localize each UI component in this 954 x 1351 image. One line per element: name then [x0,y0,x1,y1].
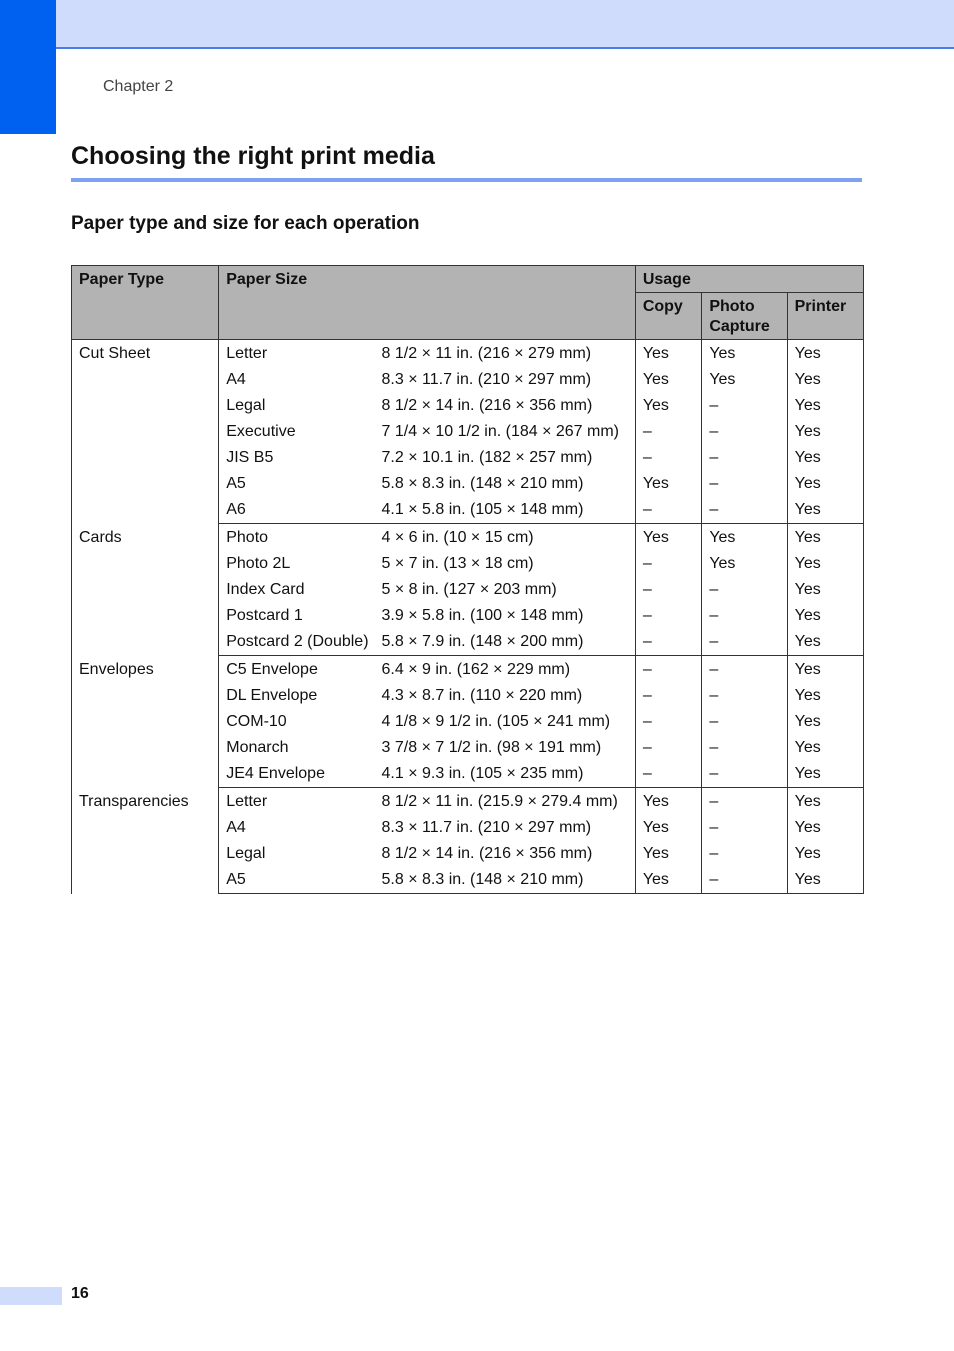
photo-capture-usage-cell: – [702,683,787,709]
paper-media-table [71,265,864,894]
copy-usage-cell: – [635,497,702,524]
size-dimensions-cell: 5.8 × 7.9 in. (148 × 200 mm) [376,629,636,656]
photo-capture-usage-cell: – [702,788,787,816]
paper-type-cell: Cards [72,524,219,656]
table-body [72,340,864,894]
copy-usage-cell: – [635,551,702,577]
paper-type-cell: Cut Sheet [72,340,219,524]
size-name-cell: JIS B5 [219,445,376,471]
photo-capture-usage-cell: – [702,445,787,471]
copy-usage-cell: – [635,445,702,471]
printer-usage-cell: Yes [787,735,863,761]
paper-type-cell: Envelopes [72,656,219,788]
section-subtitle: Paper type and size for each operation [71,213,420,234]
copy-usage-cell: Yes [635,788,702,816]
copy-usage-cell: – [635,656,702,684]
size-name-cell: C5 Envelope [219,656,376,684]
photo-capture-usage-cell: – [702,497,787,524]
printer-usage-cell: Yes [787,629,863,656]
size-name-cell: A5 [219,867,376,894]
header-band [0,0,954,49]
copy-usage-cell: Yes [635,815,702,841]
size-name-cell: Index Card [219,577,376,603]
printer-usage-cell: Yes [787,524,863,552]
size-name-cell: DL Envelope [219,683,376,709]
photo-capture-usage-cell: Yes [702,367,787,393]
printer-usage-cell: Yes [787,577,863,603]
header-usage: Usage [635,266,863,293]
paper-type-cell: Transparencies [72,788,219,894]
size-name-cell: Legal [219,841,376,867]
header-copy: Copy [635,293,702,340]
size-name-cell: Letter [219,340,376,368]
size-dimensions-cell: 7.2 × 10.1 in. (182 × 257 mm) [376,445,636,471]
photo-capture-usage-cell: – [702,393,787,419]
photo-capture-usage-cell: Yes [702,340,787,368]
photo-capture-usage-cell: – [702,841,787,867]
page-number: 16 [71,1285,89,1302]
size-dimensions-cell: 3 7/8 × 7 1/2 in. (98 × 191 mm) [376,735,636,761]
photo-capture-usage-cell: – [702,603,787,629]
size-name-cell: Photo 2L [219,551,376,577]
size-dimensions-cell: 8.3 × 11.7 in. (210 × 297 mm) [376,367,636,393]
size-dimensions-cell: 5.8 × 8.3 in. (148 × 210 mm) [376,471,636,497]
copy-usage-cell: – [635,419,702,445]
table-row [72,656,864,684]
photo-capture-usage-cell: – [702,656,787,684]
header-paper-size: Paper Size [219,266,636,340]
copy-usage-cell: – [635,577,702,603]
photo-capture-usage-cell: – [702,471,787,497]
photo-capture-usage-cell: – [702,867,787,894]
size-dimensions-cell: 5.8 × 8.3 in. (148 × 210 mm) [376,867,636,894]
size-dimensions-cell: 3.9 × 5.8 in. (100 × 148 mm) [376,603,636,629]
printer-usage-cell: Yes [787,867,863,894]
printer-usage-cell: Yes [787,340,863,368]
size-dimensions-cell: 7 1/4 × 10 1/2 in. (184 × 267 mm) [376,419,636,445]
section-title: Choosing the right print media [71,142,435,170]
size-name-cell: COM-10 [219,709,376,735]
photo-capture-usage-cell: Yes [702,524,787,552]
size-dimensions-cell: 4.1 × 5.8 in. (105 × 148 mm) [376,497,636,524]
photo-capture-usage-cell: – [702,815,787,841]
page-number-tab [0,1287,62,1305]
printer-usage-cell: Yes [787,445,863,471]
size-dimensions-cell: 8 1/2 × 14 in. (216 × 356 mm) [376,393,636,419]
copy-usage-cell: – [635,683,702,709]
size-name-cell: A4 [219,815,376,841]
size-dimensions-cell: 6.4 × 9 in. (162 × 229 mm) [376,656,636,684]
photo-capture-usage-cell: – [702,761,787,788]
size-dimensions-cell: 8.3 × 11.7 in. (210 × 297 mm) [376,815,636,841]
photo-capture-usage-cell: – [702,577,787,603]
photo-capture-usage-cell: Yes [702,551,787,577]
header-paper-type: Paper Type [72,266,219,340]
printer-usage-cell: Yes [787,471,863,497]
size-dimensions-cell: 5 × 7 in. (13 × 18 cm) [376,551,636,577]
size-dimensions-cell: 4 1/8 × 9 1/2 in. (105 × 241 mm) [376,709,636,735]
copy-usage-cell: Yes [635,367,702,393]
printer-usage-cell: Yes [787,393,863,419]
size-name-cell: Photo [219,524,376,552]
photo-capture-usage-cell: – [702,419,787,445]
size-name-cell: A6 [219,497,376,524]
copy-usage-cell: – [635,735,702,761]
size-name-cell: A4 [219,367,376,393]
table-row [72,524,864,552]
copy-usage-cell: – [635,603,702,629]
chapter-side-tab [0,0,56,134]
copy-usage-cell: – [635,761,702,788]
size-dimensions-cell: 8 1/2 × 14 in. (216 × 356 mm) [376,841,636,867]
photo-capture-usage-cell: – [702,709,787,735]
printer-usage-cell: Yes [787,788,863,816]
photo-capture-usage-cell: – [702,735,787,761]
size-name-cell: Postcard 1 [219,603,376,629]
size-dimensions-cell: 5 × 8 in. (127 × 203 mm) [376,577,636,603]
table-row [72,340,864,368]
size-name-cell: Postcard 2 (Double) [219,629,376,656]
copy-usage-cell: Yes [635,524,702,552]
size-name-cell: Legal [219,393,376,419]
header-photo-capture: Photo Capture [702,293,787,340]
size-name-cell: Executive [219,419,376,445]
size-name-cell: Letter [219,788,376,816]
printer-usage-cell: Yes [787,367,863,393]
title-underline [71,178,862,182]
table-row [72,788,864,816]
size-name-cell: A5 [219,471,376,497]
copy-usage-cell: Yes [635,393,702,419]
printer-usage-cell: Yes [787,841,863,867]
printer-usage-cell: Yes [787,551,863,577]
size-dimensions-cell: 4.1 × 9.3 in. (105 × 235 mm) [376,761,636,788]
printer-usage-cell: Yes [787,419,863,445]
size-dimensions-cell: 8 1/2 × 11 in. (216 × 279 mm) [376,340,636,368]
printer-usage-cell: Yes [787,683,863,709]
copy-usage-cell: Yes [635,340,702,368]
size-dimensions-cell: 4.3 × 8.7 in. (110 × 220 mm) [376,683,636,709]
chapter-label: Chapter 2 [103,78,174,95]
copy-usage-cell: – [635,709,702,735]
copy-usage-cell: – [635,629,702,656]
photo-capture-usage-cell: – [702,629,787,656]
printer-usage-cell: Yes [787,815,863,841]
printer-usage-cell: Yes [787,497,863,524]
table-header-row [72,266,864,293]
header-printer: Printer [787,293,863,340]
size-name-cell: Monarch [219,735,376,761]
copy-usage-cell: Yes [635,841,702,867]
size-dimensions-cell: 4 × 6 in. (10 × 15 cm) [376,524,636,552]
copy-usage-cell: Yes [635,867,702,894]
printer-usage-cell: Yes [787,761,863,788]
printer-usage-cell: Yes [787,603,863,629]
printer-usage-cell: Yes [787,709,863,735]
copy-usage-cell: Yes [635,471,702,497]
size-name-cell: JE4 Envelope [219,761,376,788]
size-dimensions-cell: 8 1/2 × 11 in. (215.9 × 279.4 mm) [376,788,636,816]
printer-usage-cell: Yes [787,656,863,684]
